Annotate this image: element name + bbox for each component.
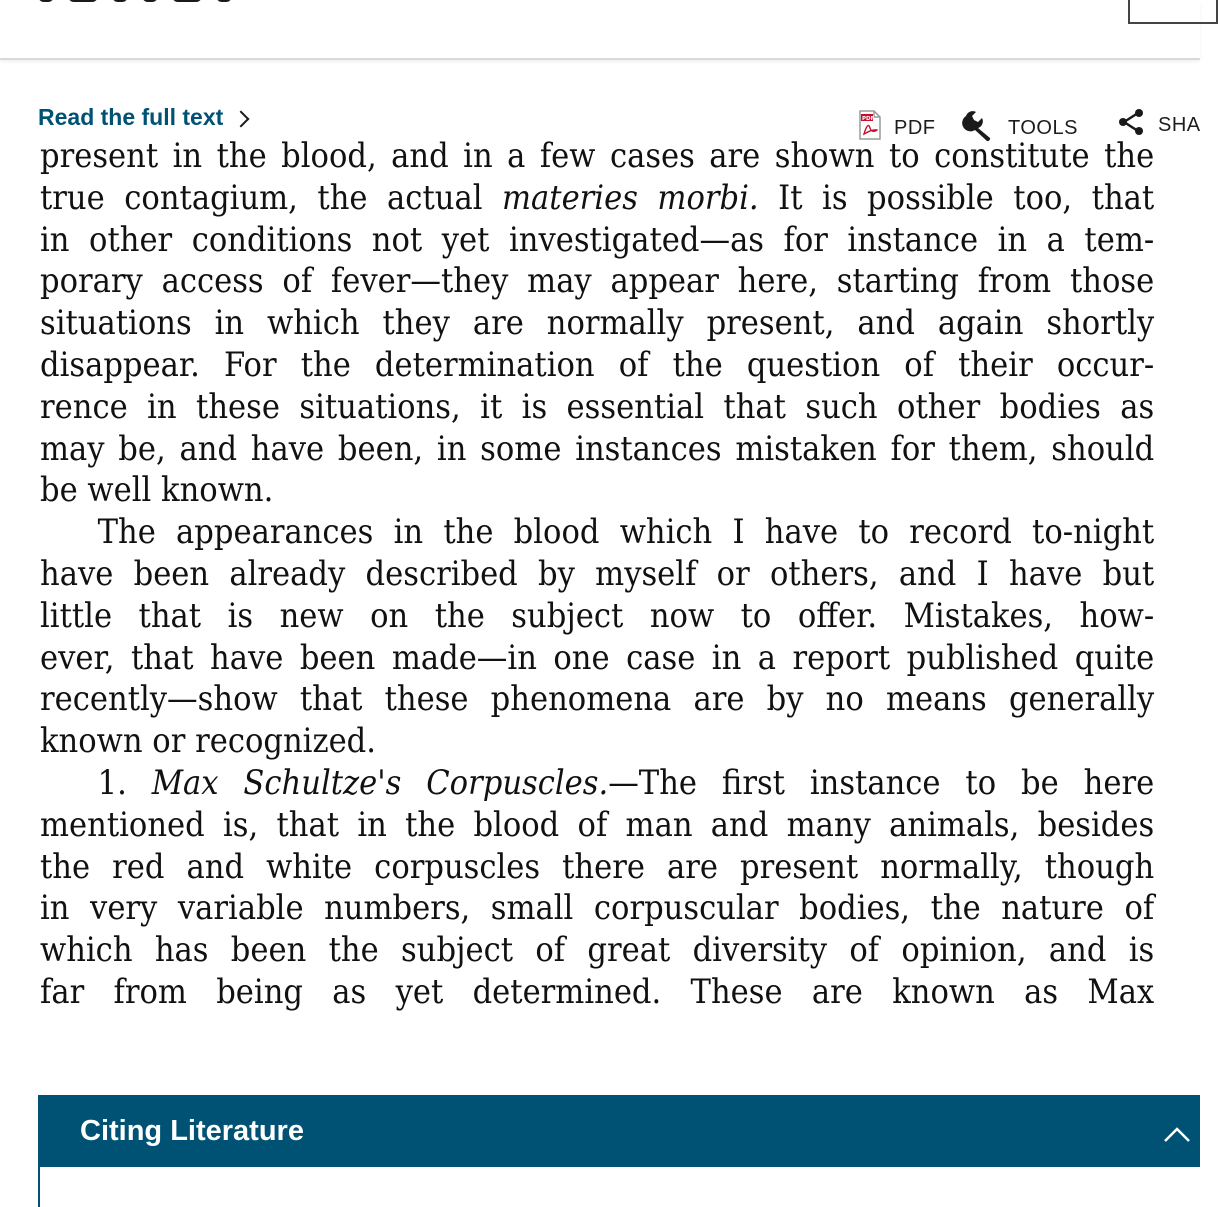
scanned-text-line: in very variable numbers, small corpuscular bodies, the nature of — [40, 888, 1155, 929]
scanned-page-image — [40, 136, 1156, 1032]
scanned-text-line: far from being as yet determined. These are known as Max — [40, 971, 1155, 1012]
scanned-text-line: have been already described by myself or others, and I have but — [40, 553, 1155, 594]
scanned-text-line: rence in these situations, it is essential that such other bodies as — [40, 386, 1155, 427]
article-title-fragment — [38, 0, 232, 6]
share-label: SHA — [1158, 113, 1201, 136]
read-full-text-label: Read the full text — [38, 104, 224, 130]
citing-literature-panel — [38, 1167, 1200, 1207]
scanned-text-line: situations in which they are normally present, and again shortly — [40, 303, 1155, 344]
page-header — [0, 0, 1200, 60]
scanned-text-line: The appearances in the blood which I have to record to-night — [97, 512, 1155, 553]
scanned-text-line: little that is new on the subject now to offer. Mistakes, how- — [40, 595, 1155, 636]
scanned-text-line: true contagium, the actual materies morbi. It is possible too, that — [40, 177, 1155, 218]
scanned-text-line: the red and white corpuscles there are present normally, though — [40, 846, 1155, 887]
citing-literature-header[interactable] — [38, 1095, 1200, 1167]
chevron-right-icon — [233, 110, 250, 127]
svg-text:PDF: PDF — [862, 116, 875, 122]
citing-literature-title: Citing Literature — [80, 1115, 304, 1147]
scanned-text-line: porary access of fever—they may appear here, starting from those — [40, 261, 1155, 302]
scanned-text-line: in other conditions not yet investigated—as for instance in a tem- — [40, 219, 1155, 260]
scanned-text-line: which has been the subject of great diversity of opinion, and is — [40, 930, 1155, 971]
scanned-text-line: mentioned is, that in the blood of man and many animals, besides — [40, 804, 1155, 845]
scanned-text-line: ever, that have been made—in one case in a report published quite — [40, 637, 1155, 678]
pdf-label: PDF — [894, 116, 936, 139]
scanned-text-line: be well known. — [40, 470, 274, 511]
scanned-text-line: may be, and have been, in some instances mistaken for them, should — [40, 428, 1155, 469]
scanned-text-block — [40, 136, 1154, 1014]
read-full-text-link[interactable] — [38, 104, 247, 131]
scanned-text-line: known or recognized. — [40, 721, 377, 762]
header-button-fragment[interactable] — [1128, 0, 1218, 24]
tools-label: TOOLS — [1008, 116, 1078, 139]
chevron-up-icon[interactable] — [1163, 1125, 1191, 1148]
scanned-text-line: 1. Max Schultze's Corpuscles.—The first instance to be here — [97, 762, 1155, 803]
scanned-text-line: present in the blood, and in a few cases are shown to constitute the — [40, 136, 1155, 176]
scanned-text-line: recently—show that these phenomena are by no means generally — [40, 679, 1155, 720]
scanned-text-line: disappear. For the determination of the question of their occur- — [40, 344, 1155, 385]
